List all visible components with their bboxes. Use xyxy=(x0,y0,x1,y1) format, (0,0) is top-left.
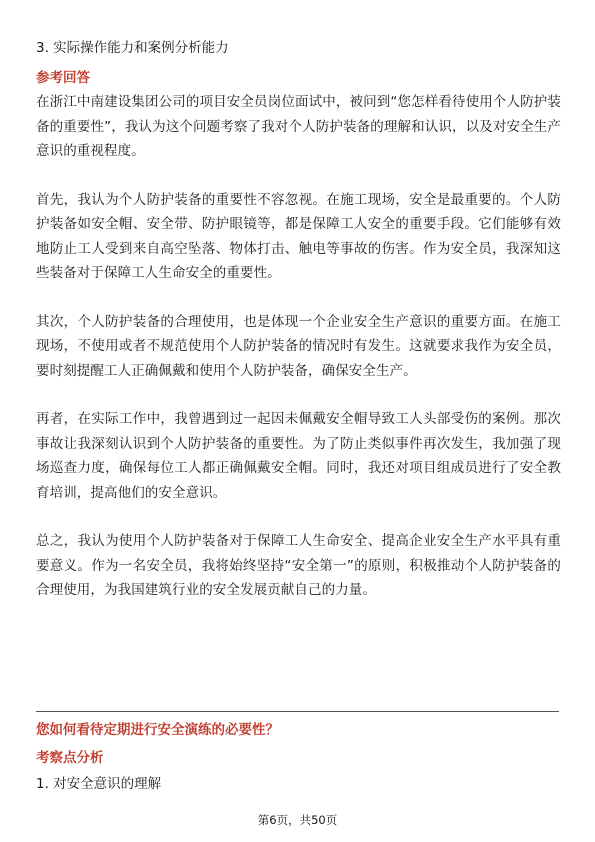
next-question-section xyxy=(36,719,561,795)
analysis-label: 考察点分析 xyxy=(36,750,104,766)
paragraph-intro: 在浙江中南建设集团公司的项目安全员岗位面试中，被问到“您怎样看待使用个人防护装备的重要性”，我认为这个问题考察了我对个人防护装备的理解和认识，以及对安全生产意识的重视程度。 xyxy=(36,94,561,159)
analysis-item: 1. 对安全意识的理解 xyxy=(36,776,162,792)
question-title: 您如何看待定期进行安全演练的必要性？ xyxy=(36,722,279,738)
section-heading: 3. 实际操作能力和案例分析能力 xyxy=(36,40,229,56)
section-divider xyxy=(36,711,559,712)
paragraph-third: 再者，在实际工作中，我曾遇到过一起因未佩戴安全帽导致工人头部受伤的案例。那次事故让我深刻认识到个人防护装备的重要性。为了防止类似事件再次发生，我加强了现场巡查力度，确保每位工人都正确佩戴安全帽。同时，我还对项目组成员进行了安全教育培训，提高他们的安全意识。 xyxy=(36,411,561,501)
page-number: 第6页，共50页 xyxy=(257,813,338,827)
answer-section xyxy=(36,37,561,603)
paragraph-second: 其次，个人防护装备的合理使用，也是体现一个企业安全生产意识的重要方面。在施工现场，不使用或者不规范使用个人防护装备的情况时有发生。这就要求我作为安全员，要时刻提醒工人正确佩戴和使用个人防护装备，确保安全生产。 xyxy=(36,313,561,379)
paragraph-conclusion: 总之，我认为使用个人防护装备对于保障工人生命安全、提高企业安全生产水平具有重要意义。作为一名安全员，我将始终坚持“安全第一”的原则，积极推动个人防护装备的合理使用，为我国建筑行业的安全发展贡献自己的力量。 xyxy=(36,533,561,598)
answer-label: 参考回答 xyxy=(36,70,90,86)
paragraph-first: 首先，我认为个人防护装备的重要性不容忽视。在施工现场，安全是最重要的。个人防护装备如安全帽、安全带、防护眼镜等，都是保障工人安全的重要手段。它们能够有效地防止工人受到来自高空坠落、物体打击、触电等事故的伤害。作为安全员，我深知这些装备对于保障工人生命安全的重要性。 xyxy=(36,191,561,281)
